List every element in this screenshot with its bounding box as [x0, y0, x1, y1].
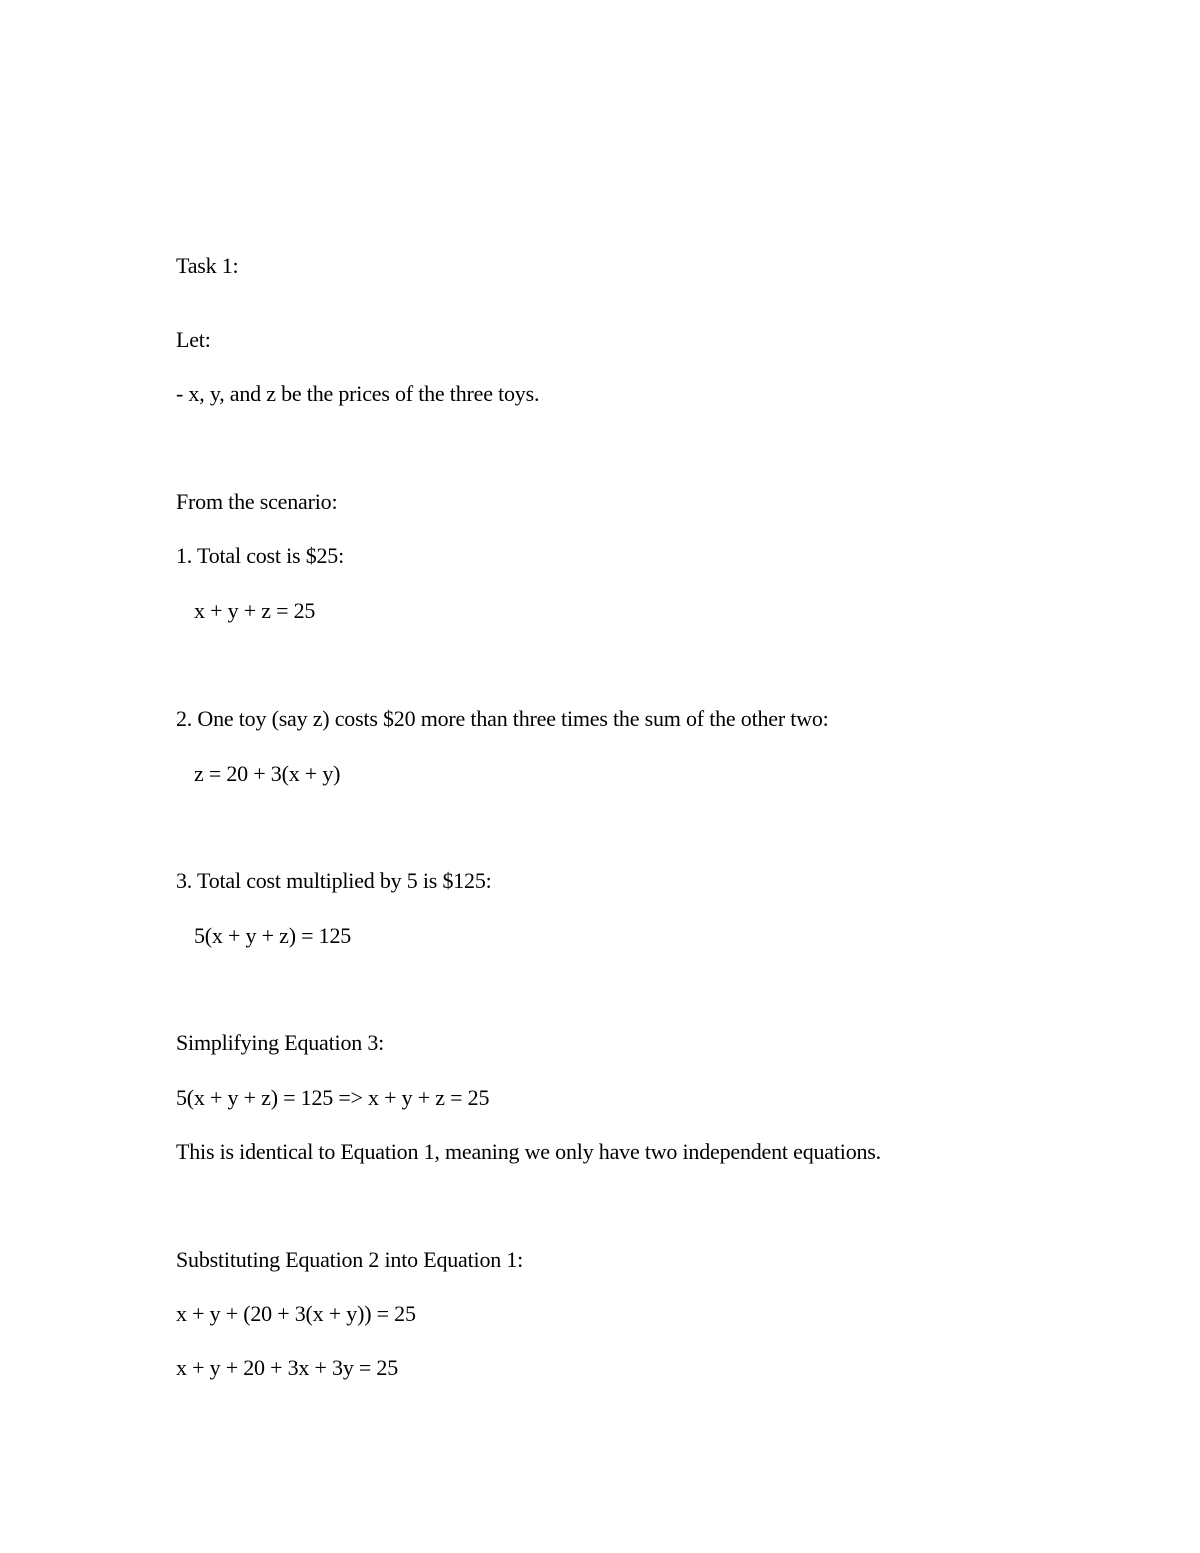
- substitute-heading: Substituting Equation 2 into Equation 1:: [176, 1247, 524, 1272]
- item-1-text: 1. Total cost is $25:: [176, 543, 345, 568]
- task-heading: Task 1:: [176, 253, 239, 278]
- substitute-equation-2: x + y + 20 + 3x + 3y = 25: [176, 1355, 399, 1380]
- item-2-equation: z = 20 + 3(x + y): [194, 761, 341, 786]
- simplify-note: This is identical to Equation 1, meaning we only have two independent equations.: [176, 1139, 881, 1164]
- item-3-text: 3. Total cost multiplied by 5 is $125:: [176, 868, 492, 893]
- let-label: Let:: [176, 327, 211, 352]
- simplify-equation: 5(x + y + z) = 125 => x + y + z = 25: [176, 1085, 490, 1110]
- item-2-text: 2. One toy (say z) costs $20 more than three times the sum of the other two:: [176, 706, 829, 731]
- substitute-equation-1: x + y + (20 + 3(x + y)) = 25: [176, 1301, 416, 1326]
- scenario-heading: From the scenario:: [176, 489, 338, 514]
- simplify-heading: Simplifying Equation 3:: [176, 1030, 385, 1055]
- item-1-equation: x + y + z = 25: [194, 598, 316, 623]
- let-item: - x, y, and z be the prices of the three toys.: [176, 381, 540, 406]
- item-3-equation: 5(x + y + z) = 125: [194, 923, 352, 948]
